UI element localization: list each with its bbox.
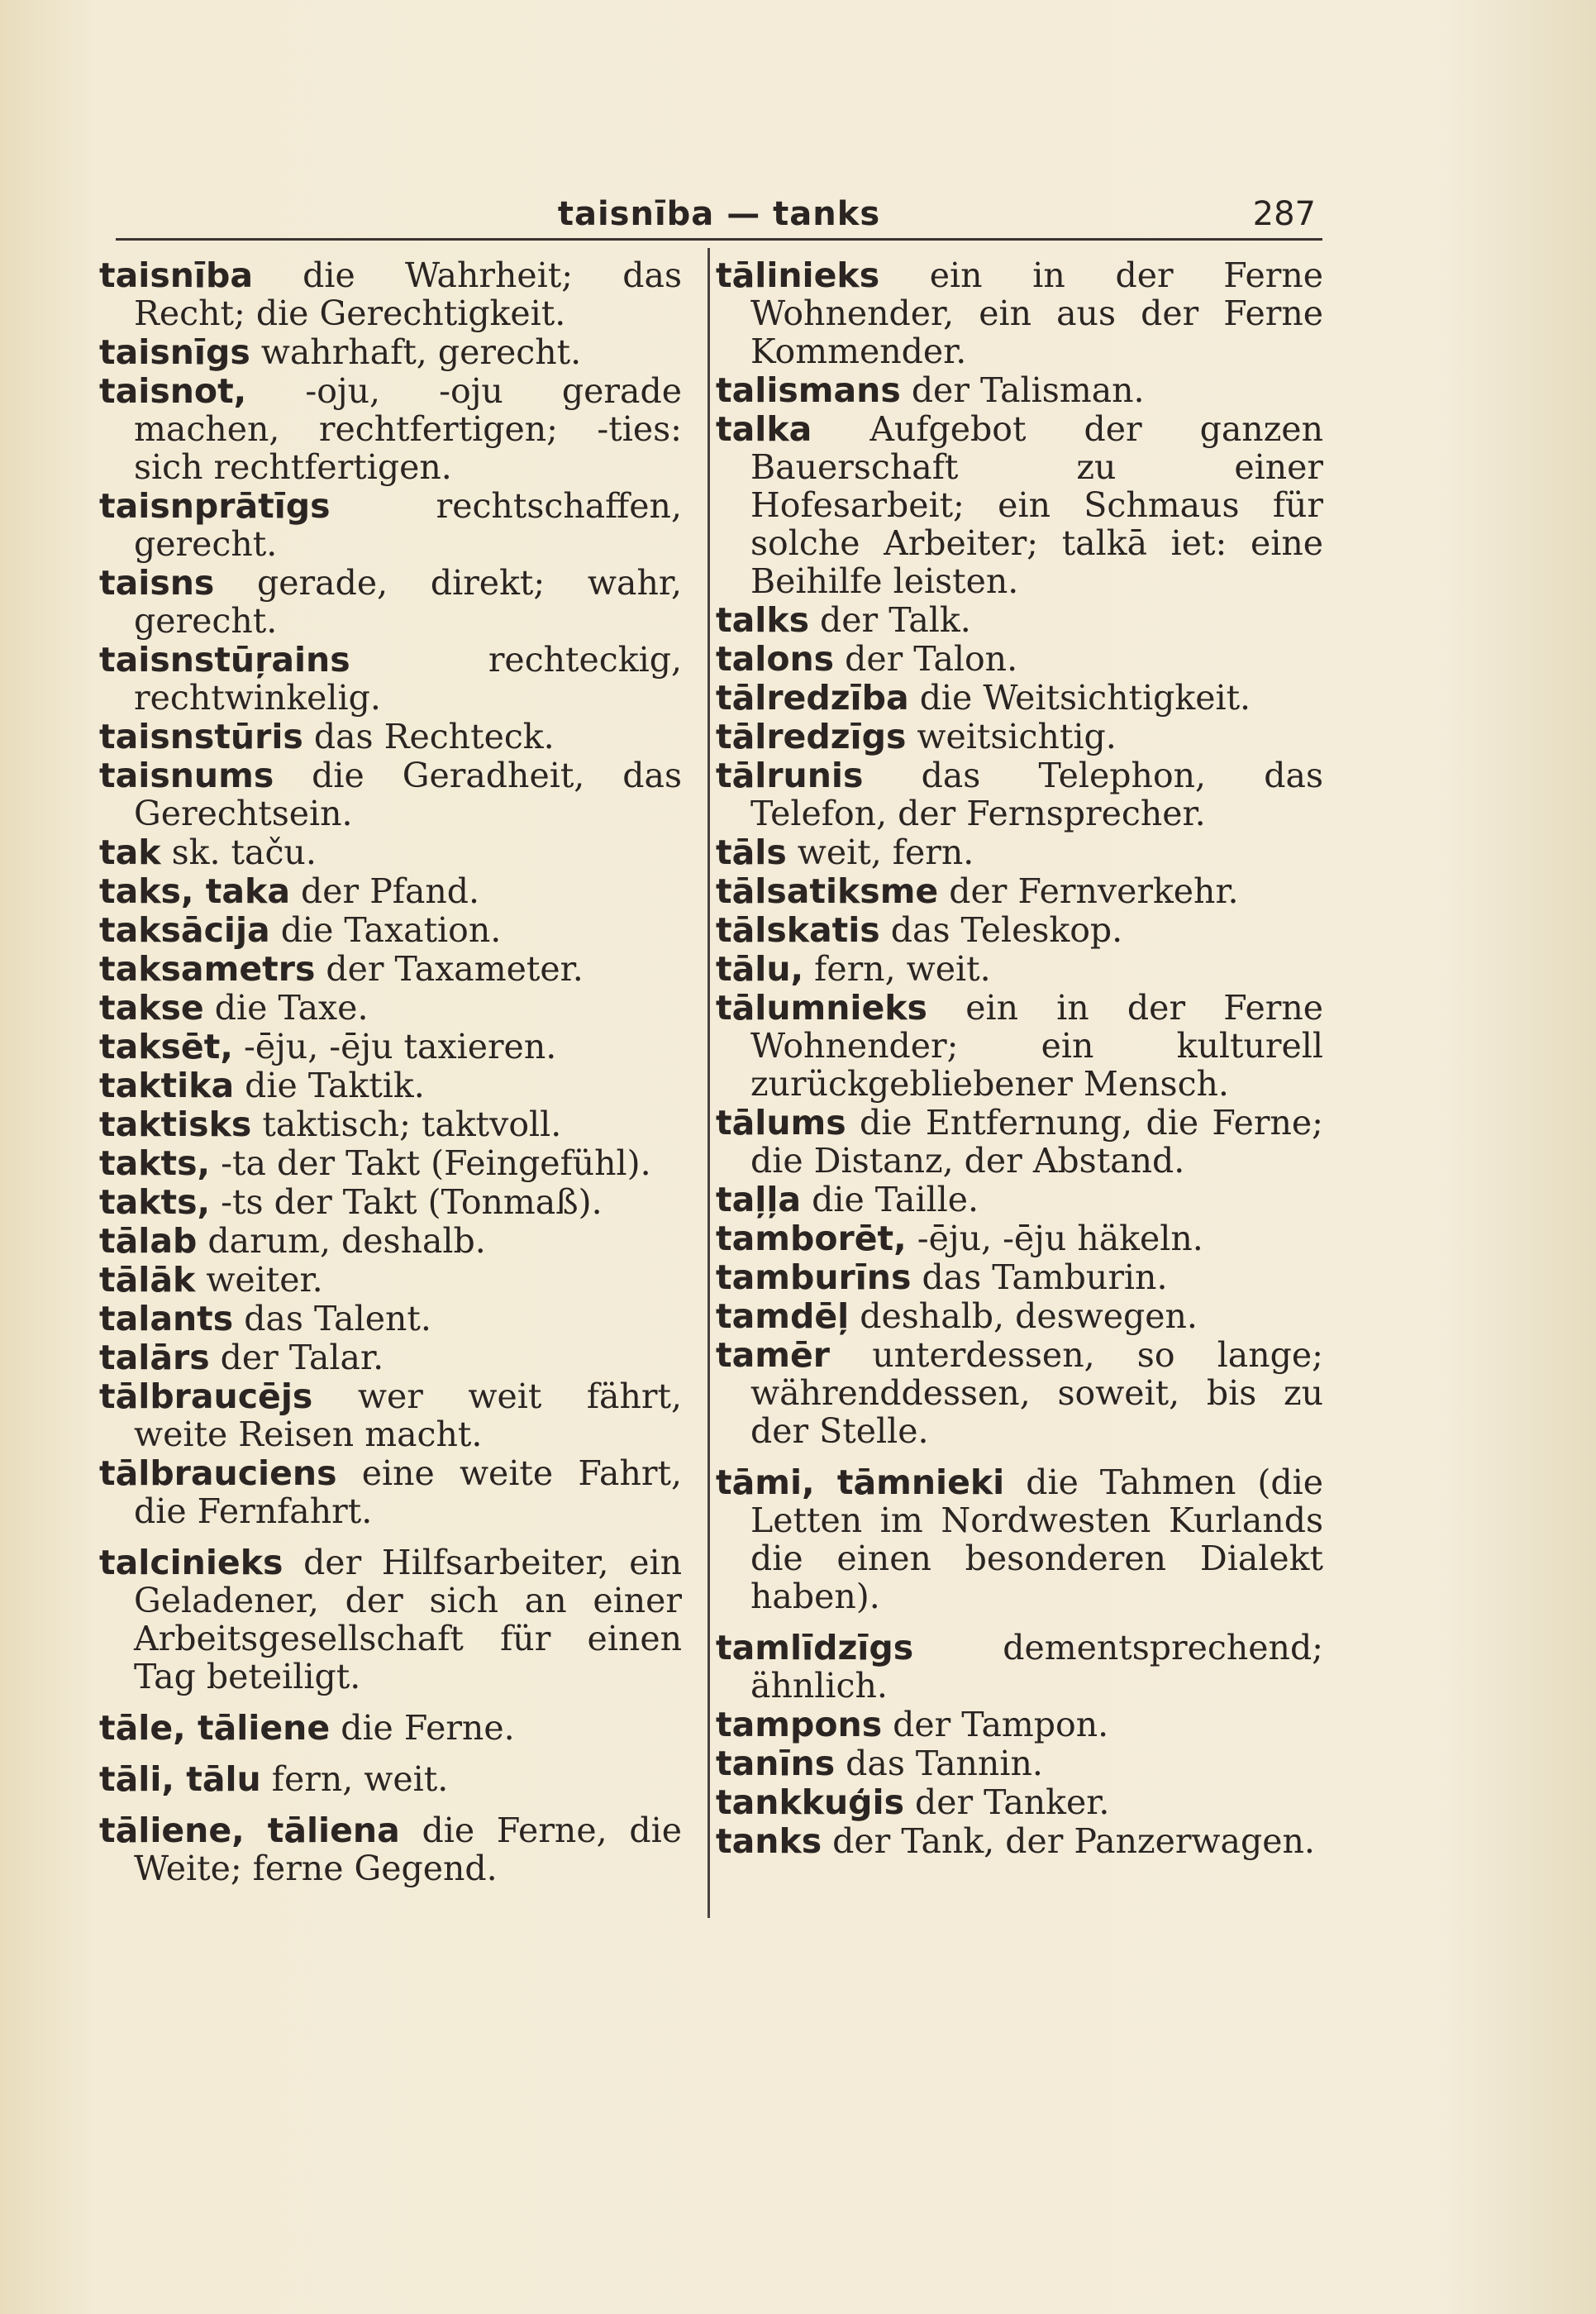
entry-definition: die Ferne. [341, 1708, 515, 1748]
entry-definition: die Ferne, die Weite; ferne Gegend. [134, 1811, 682, 1888]
entry-definition: die Taktik. [245, 1066, 425, 1105]
entry-definition: der Fernverkehr. [949, 871, 1239, 911]
dictionary-entry [99, 1144, 682, 1182]
entry-headword: talka [716, 409, 812, 449]
entry-definition: das Tannin. [846, 1744, 1043, 1783]
dictionary-entry [716, 1297, 1323, 1335]
entry-headword: taisnums [99, 756, 274, 795]
entry-headword: tālskatis [716, 910, 880, 950]
entry-headword: tālbrauciens [99, 1453, 337, 1493]
dictionary-entry [716, 833, 1323, 871]
entry-definition: taktisch; taktvoll. [262, 1105, 562, 1144]
entry-definition: unterdessen, so lange; währenddessen, soweit, bis zu der Stelle. [750, 1335, 1323, 1451]
entry-definition: die Weitsichtigkeit. [919, 678, 1251, 718]
entry-headword: tālredzīgs [716, 717, 907, 756]
entry-definition: der Talisman. [911, 370, 1145, 410]
entry-headword: taisnstūŗains [99, 640, 350, 680]
dictionary-entry [99, 1760, 682, 1798]
entry-definition: sk. taču. [171, 833, 317, 872]
entry-definition: der Taxameter. [326, 949, 584, 989]
entry-headword: taisnīgs [99, 332, 250, 372]
dictionary-entry [99, 1454, 682, 1530]
header-title: taisnība — tanks [557, 195, 881, 233]
dictionary-entry [99, 1028, 682, 1066]
entry-definition: der Talk. [820, 600, 971, 640]
dictionary-entry [716, 256, 1323, 370]
dictionary-entry [99, 1105, 682, 1143]
dictionary-entry [99, 1066, 682, 1105]
entry-definition: gerade, direkt; wahr, gerecht. [134, 563, 682, 641]
entry-headword: tāmi, tāmnieki [716, 1462, 1005, 1502]
entry-headword: taisnprātīgs [99, 486, 331, 526]
dictionary-entry [716, 1706, 1323, 1744]
entry-definition: eine weite Fahrt, die Fernfahrt. [134, 1453, 682, 1531]
dictionary-entry [716, 1822, 1323, 1860]
entry-definition: die Geradheit, das Gerechtsein. [134, 756, 682, 833]
dictionary-entry [716, 1463, 1323, 1615]
entry-headword: taksācija [99, 910, 270, 950]
entry-definition: -oju, -oju gerade machen, rechtfertigen; -ties: sich rechtfertigen. [134, 371, 682, 487]
entry-headword: talcinieks [99, 1543, 283, 1582]
page-number: 287 [1252, 195, 1316, 233]
entry-definition: der Hilfsarbeiter, ein Geladener, der sich an einer Arbeitsgesellschaft für einen Tag beteiligt. [134, 1543, 682, 1696]
entry-definition: ein in der Ferne Wohnender, ein aus der Ferne Kommender. [750, 255, 1323, 371]
dictionary-entry [99, 333, 682, 371]
dictionary-entry [716, 950, 1323, 988]
dictionary-entry [99, 872, 682, 910]
entry-definition: -ēju, -ēju häkeln. [917, 1219, 1203, 1258]
dictionary-entry [99, 372, 682, 486]
dictionary-entry [99, 1543, 682, 1696]
entry-definition: die Wahrheit; das Recht; die Gerechtigkeit. [134, 255, 682, 333]
entry-definition: fern, weit. [271, 1759, 449, 1799]
entry-headword: tāle, tāliene [99, 1708, 331, 1748]
dictionary-entry [716, 1104, 1323, 1180]
dictionary-entry [716, 1783, 1323, 1821]
entry-definition: -ta der Takt (Feingefühl). [221, 1143, 651, 1183]
entry-headword: taktisks [99, 1105, 252, 1144]
entry-headword: talons [716, 639, 835, 679]
entry-headword: taisnstūris [99, 717, 303, 756]
entry-definition: die Entfernung, die Ferne; die Distanz, der Abstand. [750, 1103, 1323, 1181]
entry-definition: -ts der Takt (Tonmaß). [221, 1182, 603, 1222]
dictionary-entry [99, 1300, 682, 1338]
entry-headword: tālbraucējs [99, 1376, 313, 1416]
entry-definition: das Talent. [244, 1299, 431, 1338]
entry-headword: tālab [99, 1221, 198, 1261]
entry-headword: taktika [99, 1066, 235, 1105]
dictionary-entry [99, 256, 682, 332]
dictionary-entry [99, 1261, 682, 1299]
entry-headword: tālrunis [716, 756, 864, 795]
dictionary-entry [716, 1629, 1323, 1705]
dictionary-entry [716, 679, 1323, 717]
dictionary-entry [99, 1811, 682, 1887]
entry-headword: tālums [716, 1103, 846, 1143]
dictionary-entry [99, 564, 682, 640]
entry-headword: taļļa [716, 1180, 802, 1219]
entry-definition: das Rechteck. [313, 717, 555, 756]
dictionary-entry [99, 911, 682, 949]
entry-headword: tak [99, 833, 161, 872]
dictionary-entry [716, 1219, 1323, 1257]
dictionary-entry [716, 989, 1323, 1103]
dictionary-entry [716, 640, 1323, 678]
entry-definition: die Taxe. [214, 988, 369, 1028]
entry-headword: tālumnieks [716, 988, 927, 1028]
left-column [99, 256, 682, 1888]
entry-definition: fern, weit. [814, 949, 991, 989]
dictionary-entry [716, 410, 1323, 600]
dictionary-entry [716, 601, 1323, 639]
entry-definition: wahrhaft, gerecht. [260, 332, 582, 372]
entry-headword: tālredzība [716, 678, 909, 718]
entry-definition: die Tahmen (die Letten im Nordwesten Kurlands die einen besonderen Dialekt haben). [750, 1462, 1323, 1616]
right-column [716, 256, 1323, 1861]
dictionary-entry [99, 1183, 682, 1221]
entry-headword: tanks [716, 1821, 822, 1861]
dictionary-entry [99, 1222, 682, 1260]
entry-headword: taksēt, [99, 1027, 233, 1066]
dictionary-entry [716, 371, 1323, 409]
entry-headword: tamdēļ [716, 1296, 850, 1336]
dictionary-entry [99, 487, 682, 563]
dictionary-entry [99, 641, 682, 717]
dictionary-entry [716, 1181, 1323, 1219]
entry-definition: -ēju, -ēju taxieren. [243, 1027, 557, 1066]
entry-headword: takse [99, 988, 204, 1028]
entry-headword: talants [99, 1299, 234, 1338]
dictionary-entry [99, 1709, 682, 1747]
entry-definition: der Talar. [220, 1338, 384, 1377]
entry-headword: tamlīdzīgs [716, 1628, 914, 1668]
entry-definition: die Taille. [812, 1180, 979, 1219]
entry-definition: darum, deshalb. [207, 1221, 486, 1261]
dictionary-entry [716, 756, 1323, 833]
entry-definition: rechteckig, rechtwinkelig. [134, 640, 682, 718]
entry-headword: taks, taka [99, 871, 290, 911]
dictionary-entry [716, 872, 1323, 910]
dictionary-entry [99, 1338, 682, 1376]
entry-headword: tamburīns [716, 1257, 912, 1297]
entry-definition: ein in der Ferne Wohnender; ein kulturell zurückgebliebener Mensch. [750, 988, 1323, 1104]
dictionary-entry [716, 1336, 1323, 1450]
entry-headword: tāliene, tāliena [99, 1811, 400, 1850]
entry-headword: tamborēt, [716, 1219, 907, 1258]
entry-headword: talismans [716, 370, 901, 410]
page-header [116, 188, 1322, 241]
dictionary-entry [716, 911, 1323, 949]
entry-headword: tālāk [99, 1260, 196, 1300]
entry-definition: der Tank, der Panzerwagen. [832, 1821, 1315, 1861]
dictionary-entry [99, 833, 682, 871]
entry-definition: der Tanker. [915, 1782, 1110, 1822]
entry-definition: rechtschaffen, gerecht. [134, 486, 682, 564]
entry-headword: taisns [99, 563, 215, 603]
entry-definition: weiter. [206, 1260, 323, 1300]
entry-headword: takts, [99, 1182, 211, 1222]
entry-headword: talks [716, 600, 809, 640]
entry-definition: dementsprechend; ähnlich. [750, 1628, 1323, 1706]
entry-headword: tālu, [716, 949, 804, 989]
entry-definition: das Tamburin. [922, 1257, 1168, 1297]
entry-headword: tankkuģis [716, 1782, 904, 1822]
dictionary-entry [99, 950, 682, 988]
entry-headword: tālinieks [716, 255, 880, 295]
entry-headword: taisnība [99, 255, 253, 295]
entry-headword: talārs [99, 1338, 210, 1377]
entry-headword: tālsatiksme [716, 871, 939, 911]
entry-definition: der Tampon. [893, 1705, 1109, 1744]
dictionary-entry [99, 989, 682, 1027]
entry-definition: die Taxation. [280, 910, 502, 950]
entry-headword: tampons [716, 1705, 883, 1744]
entry-definition: weitsichtig. [917, 717, 1117, 756]
dictionary-entry [99, 756, 682, 833]
entry-definition: das Teleskop. [890, 910, 1123, 950]
entry-definition: der Pfand. [301, 871, 480, 911]
entry-headword: taksametrs [99, 949, 316, 989]
entry-definition: wer weit fährt, weite Reisen macht. [134, 1376, 682, 1454]
entry-headword: takts, [99, 1143, 211, 1183]
dictionary-entry [99, 1377, 682, 1453]
entry-headword: taisnot, [99, 371, 247, 411]
entry-headword: tāli, tālu [99, 1759, 261, 1799]
entry-definition: weit, fern. [797, 833, 974, 872]
dictionary-entry [716, 1744, 1323, 1782]
dictionary-entry [716, 718, 1323, 756]
entry-definition: das Telephon, das Telefon, der Fernsprecher. [750, 756, 1323, 833]
entry-headword: tamēr [716, 1335, 831, 1375]
entry-definition: deshalb, deswegen. [860, 1296, 1198, 1336]
dictionary-entry [716, 1258, 1323, 1296]
entry-headword: tāls [716, 833, 787, 872]
dictionary-entry [99, 718, 682, 756]
entry-definition: der Talon. [845, 639, 1018, 679]
entry-definition: Aufgebot der ganzen Bauerschaft zu einer Hofesarbeit; ein Schmaus für solche Arbeiter; talkā iet: eine Beihilfe leisten. [750, 409, 1323, 601]
column-divider [707, 248, 710, 1918]
entry-headword: tanīns [716, 1744, 836, 1783]
